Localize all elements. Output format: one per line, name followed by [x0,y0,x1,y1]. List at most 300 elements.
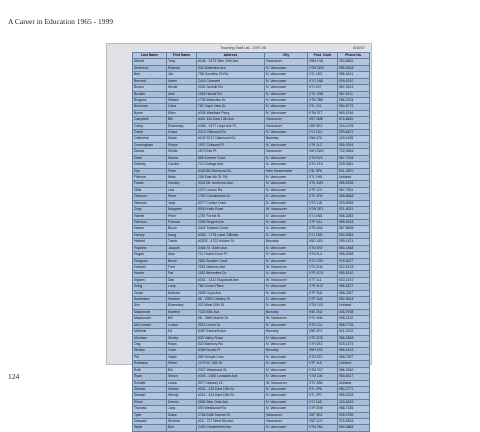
cell-city: N. Vancouver [265,322,308,328]
cell-last-name: Carter [133,130,167,136]
cell-postal-code: V7P 2A1 [308,219,338,225]
cell-address: 2443 Crescent [197,78,265,84]
cell-last-name: Stewart [133,393,167,399]
cell-postal-code: V7H 2E2 [308,341,338,347]
cell-first-name: Norma [167,155,197,161]
cell-first-name: Sheila [167,149,197,155]
cell-phone: 988-5518 [338,65,370,71]
cell-address: 3077 Massey Dr. [197,380,265,386]
cell-city: N. Vancouver [265,97,308,103]
cell-address: #305 - 1778 Lazel Officials [197,232,265,238]
cell-last-name: Skinner [133,386,167,392]
cell-phone: 929-8098 [338,200,370,206]
cell-postal-code: V7L 1H8 [308,175,338,181]
cell-phone: 985-8210 [338,271,370,277]
cell-phone: 986-4125 [338,348,370,354]
cell-city: N. Vancouver [265,399,308,405]
cell-postal-code: V7K 1L2 [308,142,338,148]
cell-phone: 224-1075 [338,123,370,129]
cell-phone: 988-8848 [338,194,370,200]
cell-city: N. Vancouver [265,85,308,91]
cell-address: 535 Valley Road [197,335,265,341]
cell-city: N. Vancouver [265,284,308,290]
cell-first-name: Rene [167,194,197,200]
cell-address: 2474 Cliffwood Rd. [197,130,265,136]
cell-first-name: Ed [167,329,197,335]
cell-city: Vancouver [265,149,308,155]
cell-address: 2051 Mathers Ave. [197,264,265,270]
column-header-address: Address [197,53,265,59]
cell-postal-code: V7P 1J3 [308,187,338,193]
cell-first-name: Grace [167,130,197,136]
cell-city: N. Vancouver [265,142,308,148]
cell-phone: 253-6502 [338,59,370,65]
cell-city: N. Vancouver [265,187,308,193]
cell-last-name: Abbott [133,59,167,65]
cell-address: 3464 St. Owen Ave. [197,245,265,251]
cell-address: 1927 Colwood Pl. [197,142,265,148]
cell-last-name: Carey [133,123,167,129]
cell-address: #405 88 Richmond St. [197,168,265,174]
cell-postal-code: V7P 2N9 [308,406,338,412]
cell-address: #106 - 3275 Glen 10th Ave. [197,59,265,65]
cell-last-name: Macdonald [133,316,167,322]
cell-city: N. Vancouver [265,219,308,225]
cell-postal-code: V7V 2B6 [308,380,338,386]
cell-phone: 984-9984 [338,232,370,238]
cell-phone: 987-7334 [338,155,370,161]
cell-first-name: Nicole [167,85,197,91]
cell-phone: 299-1474 [338,239,370,245]
cell-city: N. Vancouver [265,200,308,206]
cell-first-name: Ellen [167,110,197,116]
page-number: 124 [8,372,20,381]
cell-city: W. Vancouver [265,264,308,270]
cell-phone: Unlisted [338,380,370,386]
cell-city: N. Vancouver [265,258,308,264]
cell-postal-code: V7N 3Z2 [308,354,338,360]
cell-city: Burnaby [265,309,308,315]
cell-postal-code: V7M 2X7 [308,367,338,373]
cell-last-name: Brown [133,85,167,91]
cell-address: 8497 Elsworth Ave. [197,329,265,335]
cell-city: Vancouver [265,419,308,425]
cell-postal-code: V7P 1N4 [308,297,338,303]
cell-first-name: Robyn [167,142,197,148]
cell-city: N. Vancouver [265,245,308,251]
cell-last-name: Hodgson [133,258,167,264]
cell-first-name: Heather [167,297,197,303]
cell-last-name: Glennon [133,200,167,206]
cell-first-name: Rosemary [167,123,197,129]
cell-last-name: Bell [133,72,167,78]
cell-city: N. Vancouver [265,78,308,84]
cell-postal-code: V5G 4Z4 [308,239,338,245]
cell-last-name: Fillmore [133,175,167,181]
cell-city: Burnaby [265,329,308,335]
cell-phone: 922-1472 [338,277,370,283]
cell-address: 2327 Westwood St. [197,367,265,373]
cell-first-name: Pat [167,271,197,277]
cell-last-name: Byrne [133,110,167,116]
cell-postal-code: V5M 1X8 [308,59,338,65]
cell-phone: 985-7735 [338,322,370,328]
cell-address: 344 Westview Ave. [197,65,265,71]
cell-address: 1185 Harold Rd. [197,91,265,97]
cell-last-name: Hunter [133,271,167,277]
cell-postal-code: V7V 1N4 [308,316,338,322]
cell-phone: 926-0789 [338,412,370,418]
cell-city: N. Vancouver [265,374,308,380]
cell-city: W. Vancouver [265,316,308,322]
cell-phone: 985-2558 [338,335,370,341]
cell-city: Burnaby [265,136,308,142]
cell-postal-code: V7J 1G2 [308,130,338,136]
cell-last-name: Doherty [133,162,167,168]
cell-last-name: Hamm [133,226,167,232]
cell-last-name: Tyler [133,412,167,418]
cell-last-name: Thomas [133,406,167,412]
cell-city: N. Vancouver [265,213,308,219]
cell-postal-code: V6R 4E2 [308,123,338,129]
cell-phone: 980-1568 [338,245,370,251]
cell-phone: 929-3381 [338,162,370,168]
cell-postal-code: V7P 2N1 [308,290,338,296]
cell-last-name: Ryan [133,374,167,380]
cell-first-name: Jim [167,72,197,78]
cell-last-name: Bennett [133,78,167,84]
cell-postal-code: V7G 1E4 [308,162,338,168]
cell-phone: 984-8773 [338,104,370,110]
cell-first-name: Tony [167,59,197,65]
cell-city: Burnaby [265,348,308,354]
cell-postal-code: V7M 1X5 [308,303,338,309]
cell-first-name: Peter [167,168,197,174]
cell-address: 3515 Linton Dr. [197,322,265,328]
cell-address: 1573 Elm Pl. [197,149,265,155]
cell-first-name: Peter [167,213,197,219]
cell-last-name: Vaswani [133,419,167,425]
cell-first-name: Laura [167,380,197,386]
cell-phone: 987-6111 [338,91,370,97]
cell-phone: 985-4411 [338,72,370,78]
cell-address: 2066 Regent Ave. [197,219,265,225]
cell-address: 6355 Nordic Pl. [197,348,265,354]
cell-city: N. Vancouver [265,297,308,303]
cell-postal-code: V5T 2M6 [308,117,338,123]
cell-phone: 876-6620 [338,117,370,123]
cell-first-name: Bill [167,367,197,373]
cell-city: Vancouver [265,412,308,418]
cell-address: 1750 Chamberlain Dr. [197,194,265,200]
cell-city: N. Vancouver [265,354,308,360]
cell-city: N. Vancouver [265,130,308,136]
cell-first-name: Bill [167,117,197,123]
cell-phone: 984-3884 [338,425,370,431]
cell-address: 565 Everine Court [197,155,265,161]
cell-postal-code: V7K 1P6 [308,194,338,200]
cell-postal-code: V7R 2C5 [308,271,338,277]
cell-first-name: Dan [167,277,197,283]
cell-address: 206 East 4th St. Rd. [197,175,265,181]
cell-address: 1275 W. 13th St. [197,361,265,367]
cell-last-name: Campbell [133,117,167,123]
cell-last-name: Ong [133,341,167,347]
cell-city: N. Vancouver [265,367,308,373]
roster-date: 6/30/97 [353,46,365,50]
cell-first-name: Debbie [167,386,197,392]
cell-phone: 985-9234 [338,219,370,225]
cell-postal-code: V5H 1S3 [308,348,338,354]
cell-first-name: Margaret [167,207,197,213]
cell-address: 3341 Norfolk Rd. [197,85,265,91]
cell-address: 1182 Belvedere Dr. [197,271,265,277]
roster-title-bar [107,44,371,52]
cell-first-name: Judy [167,406,197,412]
cell-last-name: Helbert [133,239,167,245]
cell-city: N. Vancouver [265,232,308,238]
cell-last-name: Buckler [133,91,167,97]
cell-city: N. Vancouver [265,226,308,232]
cell-first-name: Travis [167,239,197,245]
cell-address: 766 Crown Place [197,284,265,290]
cell-address: #102 2217 Oakmount Dr. [197,136,265,142]
page-header: A Career in Education 1965 - 1999 [8,17,113,26]
cell-city: New Westminster [265,168,308,174]
cell-address: #16 - 727 West 8th Ave. [197,419,265,425]
cell-phone: 929-8227 [338,258,370,264]
staff-table [132,52,370,432]
cell-postal-code: V7K 1W5 [308,91,338,97]
cell-last-name: Holland [133,264,167,270]
cell-phone: 987-8835 [338,226,370,232]
cell-address: 1705 Westview Dr. [197,97,265,103]
cell-postal-code: V3L 5P6 [308,168,338,174]
cell-first-name: Karen [167,78,197,84]
cell-postal-code: V7K 2M3 [308,181,338,187]
cell-last-name: Hogan [133,252,167,258]
cell-address: 710 Cottage Ave. [197,162,265,168]
cell-first-name: Louise [167,322,197,328]
cell-first-name: Larry [167,284,197,290]
cell-phone: 987-0413 [338,85,370,91]
cell-postal-code: V7M 2J6 [308,374,338,380]
cell-city: N. Vancouver [265,162,308,168]
cell-first-name: Bruce [167,258,197,264]
cell-phone: 922-0178 [338,264,370,270]
cell-last-name: Dye [133,168,167,174]
cell-postal-code: V7L 1D3 [308,72,338,78]
cell-phone: 436-9758 [338,309,370,315]
cell-last-name: Anderson [133,65,167,71]
cell-phone: 985-2068 [338,252,370,258]
cell-last-name: McCormick [133,322,167,328]
column-header-postal-code: Post. Code [308,53,338,59]
cell-phone: 929-5210 [338,78,370,84]
cell-phone: 988-0153 [338,393,370,399]
cell-last-name: McBride [133,329,167,335]
cell-phone: 988-7287 [338,354,370,360]
cell-phone: Unlisted [338,175,370,181]
cell-postal-code: V7W 2E1 [308,207,338,213]
staff-list-photo [106,43,372,430]
cell-first-name: Rosemary [167,303,197,309]
cell-postal-code: V5A 4T5 [308,136,338,142]
cell-address: 210 West 20th St. [197,303,265,309]
cell-last-name: Dean [133,155,167,161]
cell-city: Vancouver [265,59,308,65]
cell-postal-code: V7R 4A6 [308,226,338,232]
cell-city: Vancouver [265,123,308,129]
cell-phone: 988-3357 [338,290,370,296]
cell-last-name: Fraser [133,181,167,187]
cell-postal-code: V7J 2X7 [308,85,338,91]
cell-first-name: Marlene [167,309,197,315]
cell-first-name: Diane [167,412,197,418]
cell-city: N. Vancouver [265,65,308,71]
cell-city: Vancouver [265,117,308,123]
cell-address: 4377 Curtice Drive [197,200,265,206]
cell-last-name: Roth [133,367,167,373]
cell-address: 752 Cape View Dr. [197,104,265,110]
cell-address: 758 Goodlew Ct.Rd. [197,72,265,78]
cell-postal-code: V7T 1L1 [308,277,338,283]
cell-phone: 985-0934 [338,142,370,148]
cell-city: N. Vancouver [265,425,308,431]
cell-address: #305 Westlake Pkwy [197,110,265,116]
cell-city: Burnaby [265,239,308,245]
cell-first-name: Frances [167,219,197,225]
cell-last-name: Wylie [133,425,167,431]
cell-postal-code: V7G 1R3 [308,258,338,264]
cell-last-name: Morrison [133,335,167,341]
cell-city: N. Vancouver [265,91,308,97]
cell-first-name: Ralph [167,341,197,347]
cell-last-name: Catherine [133,136,167,142]
cell-phone: 985-5155 [338,181,370,187]
column-header-first-name: First Name [167,53,197,59]
cell-city: N. Vancouver [265,386,308,392]
cell-first-name: Alan [167,252,197,258]
cell-first-name: Lisa [167,187,197,193]
cell-address: 523 Warbury Rd. [197,341,265,347]
cell-postal-code: V7N 3V3 [308,155,338,161]
cell-phone: 986-2234 [338,97,370,103]
cell-phone: 980-9544 [338,297,370,303]
cell-last-name: Pitt [133,354,167,360]
cell-last-name: Ingram [133,277,167,283]
cell-phone: 988-2283 [338,213,370,219]
table-body [133,59,370,431]
cell-first-name: Eileen [167,361,197,367]
cell-address: 3656 Blue Gate Ave. [197,399,265,405]
cell-postal-code: V5E 2N2 [308,309,338,315]
cell-first-name: Jacquie [167,245,197,251]
cell-city: N. Vancouver [265,175,308,181]
cell-last-name: Gleason [133,194,167,200]
cell-last-name: Hopkins [133,245,167,251]
cell-last-name: Harvey [133,232,167,238]
cell-first-name: Simon [167,374,197,380]
cell-city: N. Vancouver [265,252,308,258]
cell-phone: 921-6221 [338,207,370,213]
cell-postal-code: V6H 2W3 [308,149,338,155]
cell-city: N. Vancouver [265,72,308,78]
cell-phone: 984-6617 [338,374,370,380]
cell-address: 2490 Chesterfield Ave. [197,425,265,431]
cell-address: #201 - 210 East 15th St. [197,386,265,392]
cell-city: W. Vancouver [265,207,308,213]
cell-first-name: Gordon [167,162,197,168]
cell-postal-code: V7M 3B8 [308,97,338,103]
cell-last-name: Stone [133,399,167,405]
cell-postal-code: V7N 3N7 [308,245,338,251]
cell-address: 3244 Mt. Anderson Ave. [197,181,265,187]
cell-phone: 926-2115 [338,316,370,322]
cell-last-name: Rollinson [133,361,167,367]
cell-phone: 929-6672 [338,130,370,136]
cell-address: 5930 Keith Road [197,207,265,213]
cell-first-name: William [167,97,197,103]
cell-postal-code: V7M 3T7 [308,110,338,116]
cell-postal-code: V7M 2W4 [308,65,338,71]
cell-phone: 420-1155 [338,136,370,142]
cell-city: N. Vancouver [265,341,308,347]
cell-last-name: Schafer [133,380,167,386]
cell-first-name: Gayle [167,354,197,360]
cell-phone: 986-2540 [338,367,370,373]
cell-address: 1766 Keith Marine Dr. [197,412,265,418]
cell-postal-code: V7L 2J1 [308,104,338,110]
cell-phone: 980-5746 [338,110,370,116]
cell-address: #303 - 1650 Lonsdale Ave. [197,374,265,380]
cell-first-name: Roberta [167,65,197,71]
cell-first-name: Bruce [167,226,197,232]
cell-last-name: Davies [133,149,167,155]
cell-address: 7320 Ellis Ave. [197,309,265,315]
cell-phone: 980-2772 [338,386,370,392]
cell-address: #214 - 410 East 15th St. [197,393,265,399]
cell-last-name: Harrison [133,219,167,225]
cell-first-name: Fred [167,264,197,270]
cell-city: N. Vancouver [265,181,308,187]
cell-address: 1227 Larson Rd. [197,187,265,193]
cell-last-name: Burnham [133,104,167,110]
cell-address: 1787 Forest St. [197,213,265,219]
cell-address: #301 - 1412 Esquimalt Ave. [197,277,265,283]
cell-postal-code: V7P 1L6 [308,361,338,367]
cell-last-name: Kim [133,303,167,309]
cell-postal-code: V7G 1J8 [308,200,338,206]
cell-city: N. Vancouver [265,406,308,412]
cell-postal-code: V7M 2N1 [308,425,338,431]
cell-city: N. Vancouver [265,110,308,116]
cell-phone: 929-1473 [338,341,370,347]
cell-postal-code: V5Z 1C9 [308,419,338,425]
cell-postal-code: V7N 2L4 [308,252,338,258]
cell-phone: 876-6533 [338,419,370,425]
cell-postal-code: V7G 1N8 [308,78,338,84]
cell-address: 2862 Boulder Court [197,258,265,264]
cell-phone: 986-8127 [338,284,370,290]
cell-first-name: Clare [167,348,197,354]
cell-phone: 987-7631 [338,187,370,193]
cell-postal-code: V7L 2P7 [308,393,338,399]
cell-last-name: Cunningham [133,142,167,148]
cell-phone: 986-7185 [338,406,370,412]
cell-address: 490 Westwood Rd. [197,406,265,412]
cell-postal-code: V7L 2P6 [308,386,338,392]
